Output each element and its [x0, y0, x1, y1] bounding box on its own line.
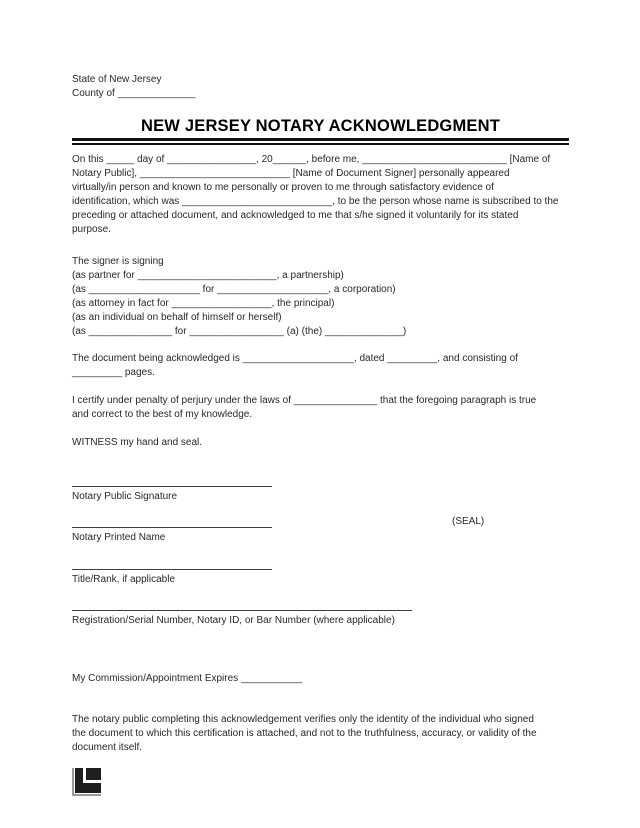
- notary-disclaimer-paragraph: [72, 713, 569, 755]
- registration-number-line: [72, 610, 412, 611]
- intro-paragraph: [72, 153, 569, 237]
- notary-signature-label: Notary Public Signature: [72, 491, 178, 502]
- legal-templates-logo-icon: [72, 768, 101, 796]
- intro-line: preceding or attached document, and acknowledged to me that s/he signed it voluntarily for its stated: [72, 210, 519, 221]
- notary-printed-name-line: [72, 527, 272, 528]
- signer-capacity-paragraph: [72, 255, 569, 339]
- county-line: County of ______________: [72, 88, 196, 99]
- perjury-line: and correct to the best of my knowledge.: [72, 409, 253, 420]
- title-rank-label: Title/Rank, if applicable: [72, 574, 176, 585]
- signer-line-individual: (as an individual on behalf of himself or herself): [72, 312, 282, 323]
- perjury-certification-paragraph: [72, 394, 569, 422]
- notary-printed-name-row: [72, 516, 569, 529]
- perjury-line: I certify under penalty of perjury under the laws of _______________ that the foregoing paragraph is true: [72, 395, 537, 406]
- notary-signature-block: [72, 486, 569, 504]
- registration-number-label: Registration/Serial Number, Notary ID, or Bar Number (where applicable): [72, 615, 395, 626]
- disclaimer-line: The notary public completing this acknowledgement verifies only the identity of the individual who signed: [72, 714, 534, 725]
- registration-number-block: [72, 610, 569, 628]
- signer-line-partnership: (as partner for _________________________, a partnership): [72, 270, 344, 281]
- document-description-line: _________ pages.: [72, 367, 155, 378]
- disclaimer-line: the document to which this certification is attached, and not to the truthfulness, accuracy, or validity of the: [72, 728, 537, 739]
- commission-expiration-line: My Commission/Appointment Expires ___________: [72, 673, 303, 684]
- document-description-paragraph: [72, 352, 569, 380]
- notary-printed-name-label: Notary Printed Name: [72, 532, 166, 543]
- signer-line-other: (as _______________ for _________________ (a) (the) ______________): [72, 326, 407, 337]
- notary-printed-name-block: [72, 516, 569, 545]
- notary-signature-line: [72, 486, 272, 487]
- intro-line: purpose.: [72, 224, 111, 235]
- venue-block: [72, 73, 569, 101]
- state-line: State of New Jersey: [72, 74, 162, 85]
- document-title: NEW JERSEY NOTARY ACKNOWLEDGMENT: [140, 117, 501, 135]
- signer-line: The signer is signing: [72, 256, 164, 267]
- notary-signature-row: [72, 486, 569, 488]
- intro-line: On this _____ day of ________________, 20______, before me, __________________________ [Name of: [72, 154, 551, 165]
- intro-line: Notary Public], ___________________________ [Name of Document Signer] personally appeared: [72, 168, 510, 179]
- seal-label: (SEAL): [452, 516, 485, 527]
- intro-line: virtually/in person and known to me personally or proven to me through satisfactory evidence of: [72, 182, 494, 193]
- intro-line: identification, which was ___________________________, to be the person whose name is subscribed to the: [72, 196, 559, 207]
- witness-statement: WITNESS my hand and seal.: [72, 437, 203, 448]
- title-rank-line: [72, 569, 272, 570]
- disclaimer-line: document itself.: [72, 742, 143, 753]
- signer-line-corporation: (as ____________________ for ____________________, a corporation): [72, 284, 396, 295]
- document-description-line: The document being acknowledged is ____________________, dated _________, and consisting of: [72, 353, 518, 364]
- title-rank-row: [72, 569, 569, 571]
- title-rule-thin-bar: [72, 143, 569, 145]
- title-rank-block: [72, 569, 569, 587]
- signer-line-attorney-in-fact: (as attorney in fact for __________________, the principal): [72, 298, 335, 309]
- registration-number-row: [72, 610, 569, 612]
- title-rule: [72, 138, 569, 145]
